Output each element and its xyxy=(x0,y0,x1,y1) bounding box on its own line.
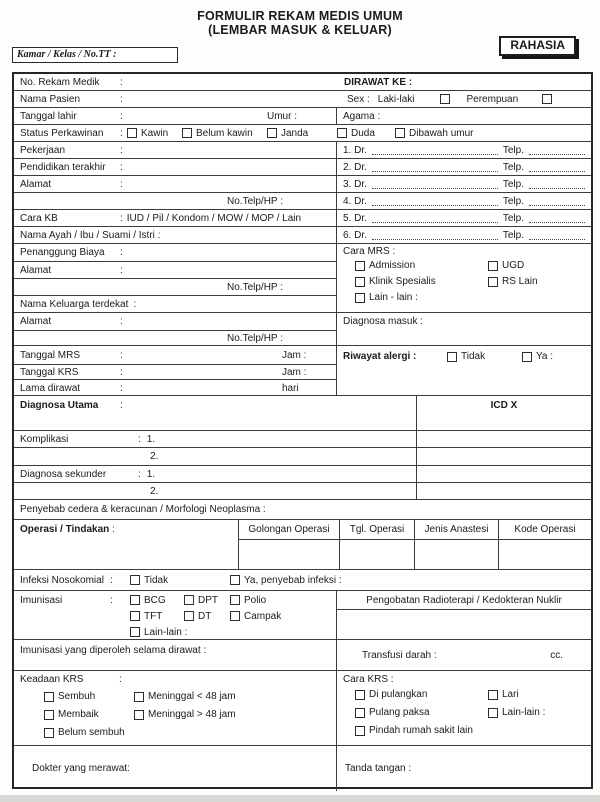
membaik-label: Membaik xyxy=(58,709,99,720)
checkbox-bcg[interactable] xyxy=(130,595,140,605)
imunisasi-dirawat-label: Imunisasi yang diperoleh selama dirawat : xyxy=(20,645,207,656)
doctor-5-fill-line[interactable] xyxy=(372,214,498,223)
duda-label: Duda xyxy=(351,127,375,139)
colon: : xyxy=(120,213,123,224)
belum-kawin-label: Belum kawin xyxy=(196,127,253,139)
colon: : xyxy=(119,674,122,685)
icd-cell[interactable] xyxy=(417,483,591,499)
doctor-row-4 xyxy=(337,196,591,207)
rs-lain-label: RS Lain xyxy=(502,276,538,287)
doctor-3-fill-line[interactable] xyxy=(372,180,498,189)
dpt-label: DPT xyxy=(198,594,218,606)
cara-mrs-label: Cara MRS : xyxy=(343,246,396,257)
dt-label: DT xyxy=(198,610,212,622)
umur-label: Umur : xyxy=(267,111,297,122)
telp-1-fill-line[interactable] xyxy=(529,146,585,155)
section-footer xyxy=(14,746,591,791)
hari-label: hari xyxy=(282,382,299,394)
checkbox-sex-female[interactable] xyxy=(542,94,552,104)
belum-sembuh-label: Belum sembuh xyxy=(58,727,125,738)
field-diagnosa-sekunder-1 xyxy=(14,466,591,483)
telp-6-fill-line[interactable] xyxy=(529,231,585,240)
dokter-merawat-field[interactable] xyxy=(14,746,337,791)
pulang-paksa-label: Pulang paksa xyxy=(369,707,430,718)
section-alamat-diagnosa-masuk xyxy=(14,313,591,346)
lari-label: Lari xyxy=(502,689,519,700)
doctor-row-6 xyxy=(337,230,591,241)
item-number: 2. xyxy=(150,485,159,497)
telp-3-fill-line[interactable] xyxy=(529,180,585,189)
section-transfusi xyxy=(14,640,591,671)
checkbox-alergi-tidak[interactable] xyxy=(447,352,457,362)
doctor-2-fill-line[interactable] xyxy=(372,163,498,172)
checkbox-duda[interactable] xyxy=(337,128,347,138)
colon: : xyxy=(120,316,123,327)
doctor-1-fill-line[interactable] xyxy=(372,146,498,155)
checkbox-rs-lain[interactable] xyxy=(488,277,498,287)
telp-label: Telp. xyxy=(502,162,524,173)
field-komplikasi-1 xyxy=(14,431,591,448)
no-rekam-medik-label: No. Rekam Medik xyxy=(20,76,100,88)
colon: : xyxy=(127,763,130,774)
checkbox-dibawah-umur[interactable] xyxy=(395,128,405,138)
tanda-tangan-field[interactable] xyxy=(337,746,591,791)
colon: : xyxy=(120,382,123,394)
golongan-operasi-cell[interactable] xyxy=(239,540,339,569)
field-tanggal-lahir xyxy=(14,108,591,125)
telp-label: Telp. xyxy=(502,179,524,190)
checkbox-ugd[interactable] xyxy=(488,261,498,271)
janda-label: Janda xyxy=(281,127,309,139)
checkbox-sex-male[interactable] xyxy=(440,94,450,104)
colon: : xyxy=(120,111,123,122)
nama-ayah-label: Nama Ayah / Ibu / Suami / Istri : xyxy=(14,227,337,244)
pendidikan-label: Pendidikan terakhir xyxy=(20,162,106,173)
pekerjaan-label: Pekerjaan xyxy=(20,145,66,156)
admission-label: Admission xyxy=(369,260,416,271)
imunisasi-dirawat-field[interactable] xyxy=(14,640,337,670)
checkbox-janda[interactable] xyxy=(267,128,277,138)
no-telp-label: No.Telp/HP : xyxy=(14,193,337,210)
colon: : xyxy=(120,349,123,361)
alamat-label: Alamat xyxy=(20,179,52,190)
colon: : xyxy=(133,299,137,310)
telp-4-fill-line[interactable] xyxy=(529,197,585,206)
scan-edge xyxy=(0,795,600,802)
riwayat-alergi-group xyxy=(337,346,591,395)
no-telp-label: No.Telp/HP : xyxy=(14,279,336,296)
colon: : xyxy=(120,264,123,276)
sex-male-label: Laki-laki xyxy=(377,93,415,105)
tgl-operasi-cell[interactable] xyxy=(340,540,414,569)
infeksi-tidak-label: Tidak xyxy=(144,574,169,586)
nama-pasien-label: Nama Pasien xyxy=(20,93,81,105)
colon: : xyxy=(120,179,123,190)
field-alamat-1 xyxy=(14,176,591,193)
sex-label: Sex : xyxy=(347,93,370,105)
pindah-rs-label: Pindah rumah sakit lain xyxy=(369,725,473,736)
checkbox-klinik-spesialis[interactable] xyxy=(355,277,365,287)
field-infeksi-nosokomial xyxy=(14,570,591,591)
form-body xyxy=(12,72,593,789)
alamat-label: Alamat xyxy=(20,264,52,276)
section-krs xyxy=(14,671,591,746)
penanggung-biaya-label: Penanggung Biaya xyxy=(20,247,105,258)
tanda-tangan-label: Tanda tangan : xyxy=(345,763,412,774)
form-title-line1: FORMULIR REKAM MEDIS UMUM xyxy=(197,9,403,23)
item-number: 1. xyxy=(146,433,156,445)
checkbox-mrs-lain-lain[interactable] xyxy=(355,293,365,303)
telp-label: Telp. xyxy=(502,230,524,241)
infeksi-ya-label: Ya, penyebab infeksi : xyxy=(244,574,342,586)
item-number: 2. xyxy=(150,451,159,462)
colon: : xyxy=(120,76,123,88)
checkbox-dipulangkan[interactable] xyxy=(355,690,365,700)
krs-lain-lain-label: Lain-lain : xyxy=(502,707,546,718)
agama-label: Agama : xyxy=(343,111,381,122)
colon: : xyxy=(120,93,123,105)
dokter-merawat-label: Dokter yang merawat xyxy=(32,763,128,774)
doctor-row-5 xyxy=(337,213,591,224)
doctor-6-label: 6. Dr. xyxy=(343,230,367,241)
col-tgl-operasi: Tgl. Operasi xyxy=(340,520,414,540)
field-status-perkawinan xyxy=(14,125,591,142)
colon: : xyxy=(110,574,113,586)
field-diagnosa-sekunder-2 xyxy=(14,483,591,500)
telp-label: Telp. xyxy=(502,145,524,156)
colon: : xyxy=(120,145,123,156)
lama-dirawat-label: Lama dirawat xyxy=(20,382,81,394)
checkbox-pulang-paksa[interactable] xyxy=(355,708,365,718)
col-kode-operasi: Kode Operasi xyxy=(499,520,591,540)
checkbox-belum-kawin[interactable] xyxy=(182,128,192,138)
field-nama-pasien xyxy=(14,91,591,108)
field-pekerjaan xyxy=(14,142,591,159)
checkbox-lari[interactable] xyxy=(488,690,498,700)
imunisasi-lain-label: Lain-lain : xyxy=(144,626,188,638)
section-penanggung-cara-mrs xyxy=(14,244,591,313)
doctor-4-label: 4. Dr. xyxy=(343,196,367,207)
komplikasi-label: Komplikasi xyxy=(20,433,69,445)
checkbox-admission[interactable] xyxy=(355,261,365,271)
colon: : xyxy=(138,468,141,480)
agama-field[interactable] xyxy=(337,108,591,125)
checkbox-infeksi-ya[interactable] xyxy=(230,575,240,585)
sex-female-label: Perempuan xyxy=(466,93,519,105)
dibawah-umur-label: Dibawah umur xyxy=(409,127,474,139)
colon: : xyxy=(120,400,123,411)
bcg-label: BCG xyxy=(144,594,166,606)
field-nama-ayah xyxy=(14,227,591,244)
dirawat-ke-label: DIRAWAT KE : xyxy=(344,76,413,88)
dipulangkan-label: Di pulangkan xyxy=(369,689,428,700)
colon: : xyxy=(120,366,123,378)
item-number: 1. xyxy=(146,468,156,480)
checkbox-meninggal-lebih-48[interactable] xyxy=(134,710,144,720)
form-title-line2: (LEMBAR MASUK & KELUAR) xyxy=(208,22,392,37)
room-class-bed-label: Kamar / Kelas / No.TT : xyxy=(17,49,117,60)
cc-label: cc. xyxy=(550,649,563,661)
cara-kb-label: Cara KB xyxy=(20,213,58,224)
colon: : xyxy=(112,524,115,535)
room-class-bed-field[interactable] xyxy=(12,47,178,63)
keadaan-krs-label: Keadaan KRS xyxy=(20,674,84,685)
cara-mrs-group xyxy=(337,244,591,312)
tanggal-krs-label: Tanggal KRS xyxy=(20,366,79,378)
kode-operasi-cell[interactable] xyxy=(499,540,591,569)
icd-cell[interactable] xyxy=(417,466,591,482)
checkbox-infeksi-tidak[interactable] xyxy=(130,575,140,585)
operasi-tindakan-label: Operasi / Tindakan xyxy=(20,524,110,535)
checkbox-campak[interactable] xyxy=(230,611,240,621)
colon: : xyxy=(120,127,123,139)
checkbox-krs-lain-lain[interactable] xyxy=(488,708,498,718)
sembuh-label: Sembuh xyxy=(58,691,96,702)
sex-field xyxy=(347,94,552,105)
transfusi-label: Transfusi darah : xyxy=(362,649,437,661)
doctor-3-label: 3. Dr. xyxy=(343,179,367,190)
checkbox-dt[interactable] xyxy=(184,611,194,621)
section-operasi xyxy=(14,520,591,570)
col-golongan-operasi: Golongan Operasi xyxy=(239,520,339,540)
klinik-spesialis-label: Klinik Spesialis xyxy=(369,276,436,287)
col-jenis-anastesi: Jenis Anastesi xyxy=(415,520,498,540)
diagnosa-sekunder-label: Diagnosa sekunder xyxy=(20,468,107,480)
doctor-row-1 xyxy=(337,145,591,156)
field-no-rekam-medik xyxy=(14,74,591,91)
no-telp-label: No.Telp/HP : xyxy=(227,333,283,344)
tanggal-mrs-label: Tanggal MRS xyxy=(20,349,81,361)
nama-keluarga-label: Nama Keluarga terdekat xyxy=(20,299,129,310)
checkbox-sembuh[interactable] xyxy=(44,692,54,702)
checkbox-belum-sembuh[interactable] xyxy=(44,728,54,738)
checkbox-dpt[interactable] xyxy=(184,595,194,605)
kawin-label: Kawin xyxy=(141,127,169,139)
meninggal-kurang-48-label: Meninggal < 48 jam xyxy=(148,691,236,702)
colon: : xyxy=(120,162,123,173)
field-cara-kb xyxy=(14,210,591,227)
jam-label: Jam : xyxy=(282,349,307,361)
checkbox-membaik[interactable] xyxy=(44,710,54,720)
status-perkawinan-label: Status Perkawinan xyxy=(20,127,104,139)
mrs-lain-lain-label: Lain - lain : xyxy=(369,292,418,303)
doctor-row-3 xyxy=(337,179,591,190)
icd-cell[interactable] xyxy=(417,448,591,465)
penyebab-cedera-label: Penyebab cedera & keracunan / Morfologi Neoplasma : xyxy=(20,504,266,515)
telp-2-fill-line[interactable] xyxy=(529,163,585,172)
icd-cell[interactable] xyxy=(417,431,591,447)
icd-x-header: ICD X xyxy=(490,400,518,411)
diagnosa-masuk-label: Diagnosa masuk : xyxy=(343,316,424,327)
alergi-tidak-label: Tidak xyxy=(461,351,486,362)
checkbox-kawin[interactable] xyxy=(127,128,137,138)
colon: : xyxy=(110,594,113,606)
diagnosa-utama-field[interactable] xyxy=(14,396,417,430)
doctor-row-2 xyxy=(337,162,591,173)
tanggal-lahir-label: Tanggal lahir xyxy=(20,111,77,122)
meninggal-lebih-48-label: Meninggal > 48 jam xyxy=(148,709,236,720)
cara-krs-label: Cara KRS : xyxy=(343,674,394,685)
field-pendidikan xyxy=(14,159,591,176)
doctor-5-label: 5. Dr. xyxy=(343,213,367,224)
infeksi-nosokomial-label: Infeksi Nosokomial xyxy=(20,574,104,586)
form-title xyxy=(0,10,600,38)
field-penyebab-cedera[interactable] xyxy=(14,500,591,520)
doctor-1-label: 1. Dr. xyxy=(343,145,367,156)
doctor-4-fill-line[interactable] xyxy=(372,197,498,206)
diagnosa-masuk-field[interactable] xyxy=(337,313,591,345)
colon: : xyxy=(120,247,123,258)
riwayat-alergi-label: Riwayat alergi : xyxy=(343,351,417,362)
checkbox-polio[interactable] xyxy=(230,595,240,605)
checkbox-meninggal-kurang-48[interactable] xyxy=(134,692,144,702)
cara-kb-options: IUD / Pil / Kondom / MOW / MOP / Lain xyxy=(126,213,302,224)
ugd-label: UGD xyxy=(502,260,525,271)
jam-label: Jam : xyxy=(282,366,307,378)
checkbox-tft[interactable] xyxy=(130,611,140,621)
checkbox-alergi-ya[interactable] xyxy=(522,352,532,362)
field-no-telp-1 xyxy=(14,193,591,210)
colon: : xyxy=(138,433,141,445)
telp-label: Telp. xyxy=(502,196,524,207)
telp-5-fill-line[interactable] xyxy=(529,214,585,223)
campak-label: Campak xyxy=(244,610,282,622)
section-imunisasi xyxy=(14,591,591,640)
radioterapi-header: Pengobatan Radioterapi / Kedokteran Nuklir xyxy=(337,591,591,610)
radioterapi-cell[interactable] xyxy=(337,610,591,639)
tft-label: TFT xyxy=(144,610,163,622)
telp-label: Telp. xyxy=(502,213,524,224)
alamat-label: Alamat xyxy=(20,316,52,327)
section-tanggal-riwayat-alergi xyxy=(14,346,591,396)
alergi-ya-label: Ya : xyxy=(536,351,554,362)
doctor-2-label: 2. Dr. xyxy=(343,162,367,173)
diagnosa-utama-label: Diagnosa Utama xyxy=(20,400,99,411)
checkbox-pindah-rs[interactable] xyxy=(355,726,365,736)
field-komplikasi-2 xyxy=(14,448,591,466)
polio-label: Polio xyxy=(244,594,267,606)
jenis-anastesi-cell[interactable] xyxy=(415,540,498,569)
confidential-stamp: RAHASIA xyxy=(499,36,576,56)
section-diagnosa-utama xyxy=(14,396,591,431)
checkbox-imunisasi-lain[interactable] xyxy=(130,627,140,637)
doctor-6-fill-line[interactable] xyxy=(372,231,498,240)
imunisasi-label: Imunisasi xyxy=(20,594,63,606)
